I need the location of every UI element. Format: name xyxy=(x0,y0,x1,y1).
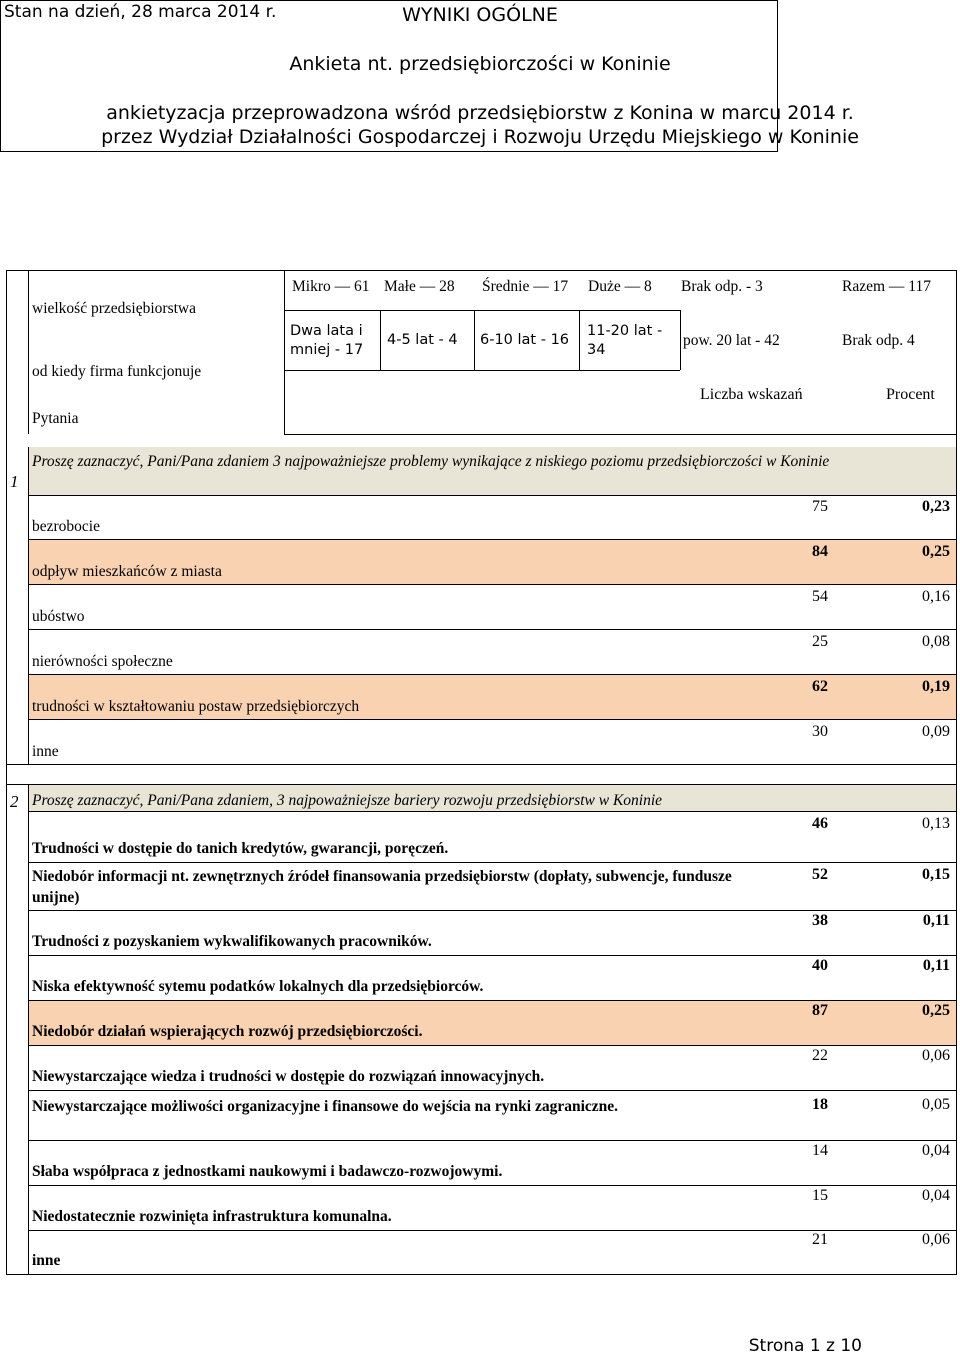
answer-count: 84 xyxy=(812,543,828,560)
question-text: Proszę zaznaczyć, Pani/Pana zdaniem 3 najpoważniejsze problemy wynikające z niskiego poziomu przedsiębiorczości w Koninie xyxy=(32,453,830,470)
answer-label: Niewystarczające możliwości organizacyjne i finansowe do wejścia na rynki zagraniczne. xyxy=(32,1098,619,1115)
answer-count: 15 xyxy=(812,1187,828,1204)
report-date: Stan na dzień, 28 marca 2014 r. xyxy=(4,2,277,22)
answer-label: inne xyxy=(32,743,59,760)
count-column-header: Liczba wskazań xyxy=(700,386,803,403)
page-number: Strona 1 z 10 xyxy=(748,1336,862,1356)
question-text: Proszę zaznaczyć, Pani/Pana zdaniem, 3 najpoważniejsze bariery rozwoju przedsiębiorstw w Koninie xyxy=(32,792,663,809)
size-brak: Brak odp. - 3 xyxy=(681,278,763,295)
answer-label: Trudności z pozyskaniem wykwalifikowanych pracowników. xyxy=(32,933,432,950)
size-row-label: wielkość przedsiębiorstwa xyxy=(32,300,196,317)
size-male: Małe — 28 xyxy=(384,278,455,295)
size-duze: Duże — 8 xyxy=(588,278,652,295)
answer-label: Niewystarczające wiedza i trudności w dostępie do rozwiązań innowacyjnych. xyxy=(32,1068,545,1085)
answer-label: Niedobór informacji nt. zewnętrznych źródeł finansowania przedsiębiorstw (dopłaty, subwencje, fundusze unijne) xyxy=(32,868,732,906)
age-brak: Brak odp. 4 xyxy=(842,332,915,349)
answer-count: 52 xyxy=(812,866,828,883)
answer-count: 38 xyxy=(812,912,828,929)
survey-name: Ankieta nt. przedsiębiorczości w Koninie xyxy=(289,53,671,75)
answer-label: Niedobór działań wspierających rozwój przedsiębiorczości. xyxy=(32,1023,423,1040)
answer-count: 54 xyxy=(812,588,828,605)
answer-label: Niska efektywność sytemu podatków lokalnych dla przedsiębiorców. xyxy=(32,978,484,995)
title-box xyxy=(0,0,859,152)
answer-label: inne xyxy=(32,1252,61,1269)
age-4-5: 4-5 lat - 4 xyxy=(387,332,458,348)
answer-count: 30 xyxy=(812,723,828,740)
percent-column-header: Procent xyxy=(886,386,935,403)
answer-count: 22 xyxy=(812,1047,828,1064)
questions-label: Pytania xyxy=(32,410,79,427)
answer-label: nierówności społeczne xyxy=(32,653,173,670)
answer-percent: 0,06 xyxy=(922,1047,950,1064)
age-6-10: 6-10 lat - 16 xyxy=(480,332,570,348)
age-11-20: 11-20 lat - 34 xyxy=(587,323,663,358)
answer-percent: 0,19 xyxy=(922,678,950,695)
answer-percent: 0,25 xyxy=(922,1002,950,1019)
answer-count: 46 xyxy=(812,815,828,832)
answer-count: 62 xyxy=(812,678,828,695)
answer-label: Słaba współpraca z jednostkami naukowymi i badawczo-rozwojowymi. xyxy=(32,1163,503,1180)
answer-percent: 0,13 xyxy=(922,815,950,832)
answer-percent: 0,15 xyxy=(922,866,950,883)
size-razem: Razem — 117 xyxy=(842,278,931,295)
answer-percent: 0,04 xyxy=(922,1187,950,1204)
survey-scope: ankietyzacja przeprowadzona wśród przedsiębiorstw z Konina w marcu 2014 r. xyxy=(106,102,854,124)
answer-percent: 0,11 xyxy=(922,912,950,929)
answer-count: 40 xyxy=(812,957,828,974)
answer-label: bezrobocie xyxy=(32,518,100,535)
answer-label: ubóstwo xyxy=(32,608,85,625)
answer-percent: 0,23 xyxy=(922,498,950,515)
answer-percent: 0,04 xyxy=(922,1142,950,1159)
answer-percent: 0,25 xyxy=(922,543,950,560)
answer-label: trudności w kształtowaniu postaw przedsiębiorczych xyxy=(32,698,360,715)
answer-percent: 0,06 xyxy=(922,1231,950,1248)
answer-percent: 0,09 xyxy=(922,723,950,740)
answer-percent: 0,16 xyxy=(922,588,950,605)
answer-count: 25 xyxy=(812,633,828,650)
survey-author: przez Wydział Działalności Gospodarczej i Rozwoju Urzędu Miejskiego w Koninie xyxy=(101,126,859,148)
since-row-label: od kiedy firma funkcjonuje xyxy=(32,363,202,380)
answer-label: Trudności w dostępie do tanich kredytów, gwarancji, poręczeń. xyxy=(32,840,449,857)
age-0-2: Dwa lata i mniej - 17 xyxy=(290,323,364,358)
answer-count: 75 xyxy=(812,498,828,515)
answer-count: 14 xyxy=(812,1142,828,1159)
answer-percent: 0,08 xyxy=(922,633,950,650)
answer-label: odpływ mieszkańców z miasta xyxy=(32,563,222,580)
size-srednie: Średnie — 17 xyxy=(482,278,569,295)
question-number: 1 xyxy=(10,472,19,491)
report-title: WYNIKI OGÓLNE xyxy=(402,4,558,26)
answer-percent: 0,05 xyxy=(922,1096,950,1113)
size-mikro: Mikro — 61 xyxy=(292,278,370,295)
answer-count: 21 xyxy=(812,1231,828,1248)
answer-percent: 0,11 xyxy=(922,957,950,974)
age-20plus: pow. 20 lat - 42 xyxy=(683,332,780,349)
answer-count: 18 xyxy=(812,1096,828,1113)
question-number: 2 xyxy=(10,792,19,811)
answer-count: 87 xyxy=(812,1002,828,1019)
answer-label: Niedostatecznie rozwinięta infrastruktura komunalna. xyxy=(32,1208,392,1225)
